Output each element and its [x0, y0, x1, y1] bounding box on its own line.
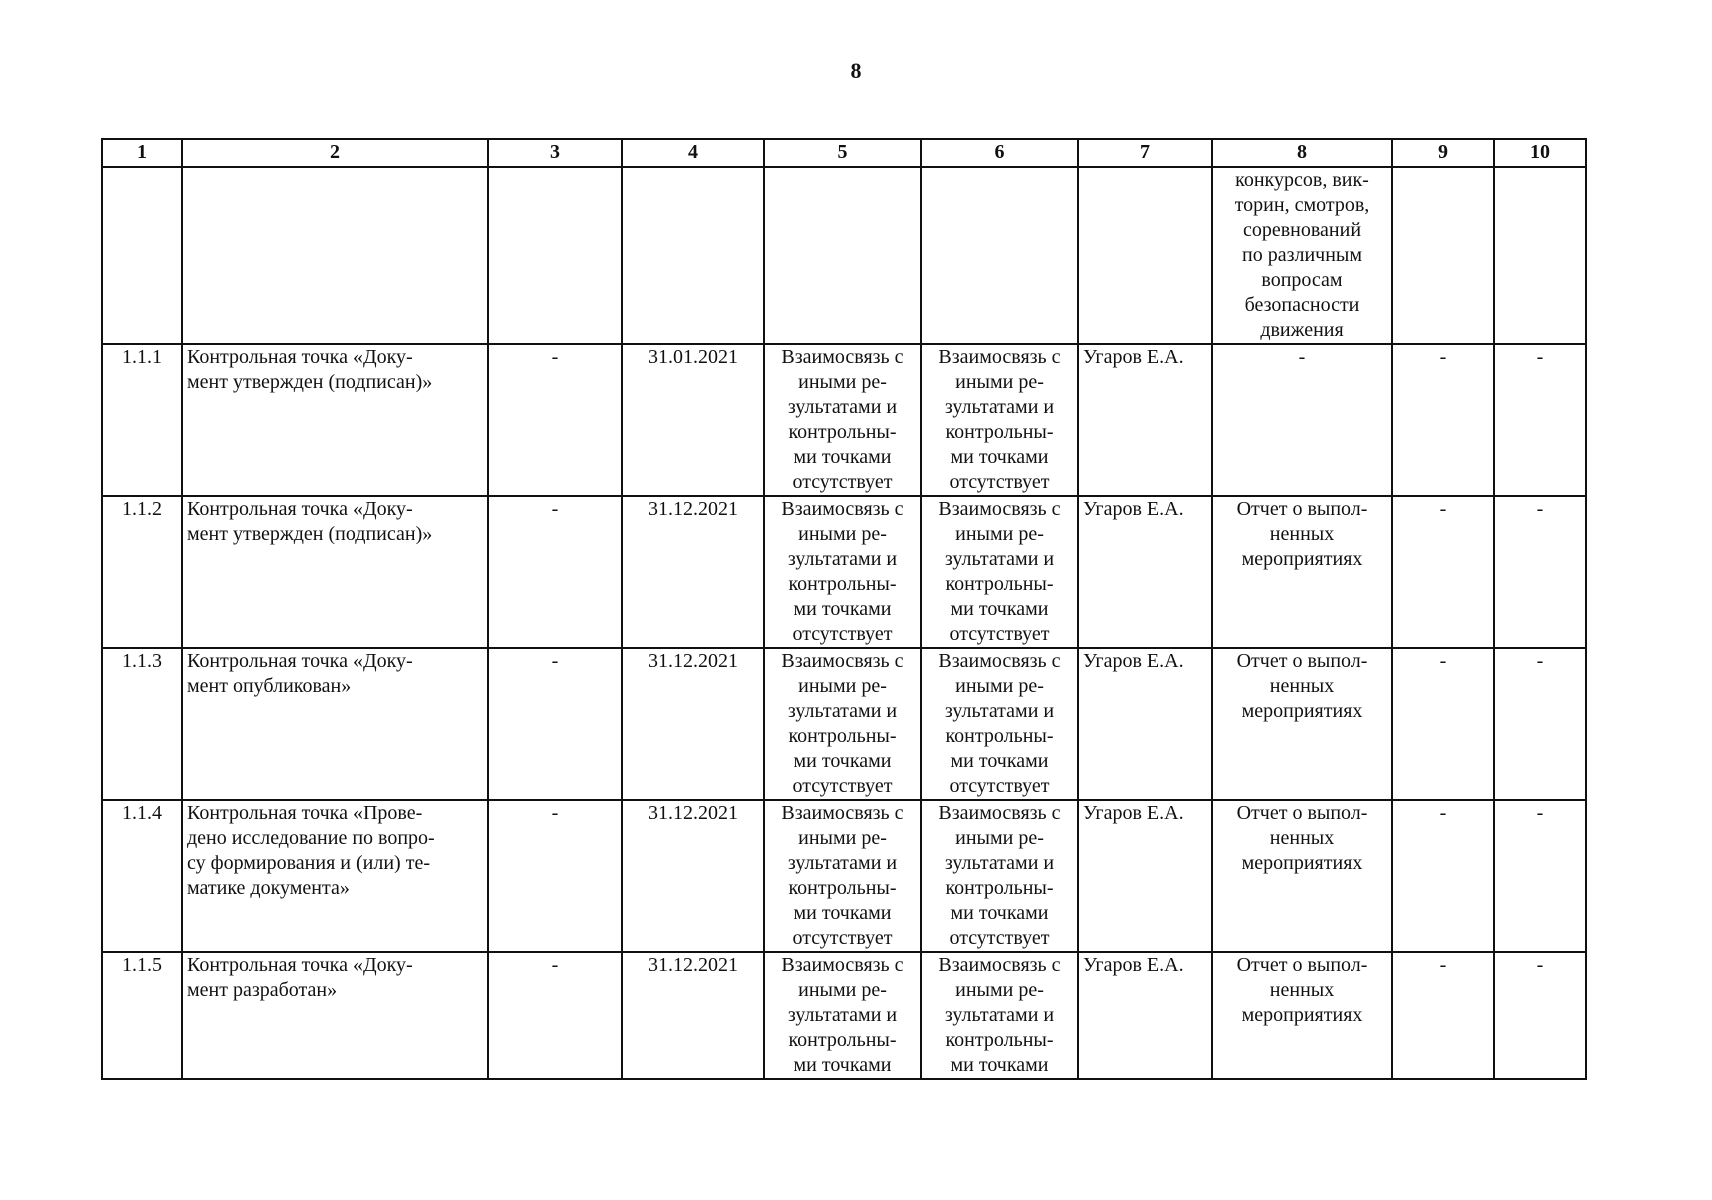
responsible-person: Угаров Е.А. [1078, 496, 1212, 648]
responsible-person: Угаров Е.А. [1078, 648, 1212, 800]
row-number: 1.1.4 [102, 800, 182, 952]
column-header-2: 2 [182, 139, 488, 167]
column-6-value [921, 167, 1078, 344]
column-header-10: 10 [1494, 139, 1586, 167]
column-3-value: - [488, 496, 622, 648]
column-6-value: Взаимосвязь с иными ре- зультатами и контрольны- ми точками [921, 952, 1078, 1079]
table-row [102, 648, 1586, 800]
control-point-name: Контрольная точка «Доку- мент утвержден (подписан)» [182, 496, 488, 648]
responsible-person: Угаров Е.А. [1078, 800, 1212, 952]
column-3-value: - [488, 800, 622, 952]
responsible-person: Угаров Е.А. [1078, 952, 1212, 1079]
column-6-value: Взаимосвязь с иными ре- зультатами и контрольны- ми точками отсутствует [921, 344, 1078, 496]
deadline-date: 31.12.2021 [622, 952, 764, 1079]
row-number: 1.1.5 [102, 952, 182, 1079]
control-point-name: Контрольная точка «Доку- мент опубликован» [182, 648, 488, 800]
table-row [102, 952, 1586, 1079]
column-9-value: - [1392, 344, 1494, 496]
deadline-date: 31.12.2021 [622, 800, 764, 952]
responsible-person: Угаров Е.А. [1078, 344, 1212, 496]
column-8-value: Отчет о выпол- ненных мероприятиях [1212, 952, 1392, 1079]
deadline-date: 31.01.2021 [622, 344, 764, 496]
control-point-name: Контрольная точка «Доку- мент разработан» [182, 952, 488, 1079]
row-number: 1.1.2 [102, 496, 182, 648]
column-5-value: Взаимосвязь с иными ре- зультатами и контрольны- ми точками отсутствует [764, 496, 921, 648]
column-6-value: Взаимосвязь с иными ре- зультатами и контрольны- ми точками отсутствует [921, 800, 1078, 952]
column-8-value: Отчет о выпол- ненных мероприятиях [1212, 496, 1392, 648]
column-5-value: Взаимосвязь с иными ре- зультатами и контрольны- ми точками отсутствует [764, 800, 921, 952]
column-9-value: - [1392, 952, 1494, 1079]
control-point-name: Контрольная точка «Доку- мент утвержден (подписан)» [182, 344, 488, 496]
column-9-value: - [1392, 496, 1494, 648]
control-points-table [101, 138, 1587, 1080]
table-row [102, 167, 1586, 344]
column-5-value: Взаимосвязь с иными ре- зультатами и контрольны- ми точками отсутствует [764, 344, 921, 496]
column-10-value: - [1494, 496, 1586, 648]
column-3-value [488, 167, 622, 344]
row-number: 1.1.1 [102, 344, 182, 496]
deadline-date: 31.12.2021 [622, 496, 764, 648]
row-number [102, 167, 182, 344]
column-header-3: 3 [488, 139, 622, 167]
column-5-value [764, 167, 921, 344]
table-row [102, 800, 1586, 952]
column-8-value: Отчет о выпол- ненных мероприятиях [1212, 648, 1392, 800]
table-row [102, 344, 1586, 496]
column-3-value: - [488, 344, 622, 496]
column-10-value: - [1494, 800, 1586, 952]
column-header-5: 5 [764, 139, 921, 167]
column-6-value: Взаимосвязь с иными ре- зультатами и контрольны- ми точками отсутствует [921, 496, 1078, 648]
column-header-8: 8 [1212, 139, 1392, 167]
deadline-date: 31.12.2021 [622, 648, 764, 800]
column-8-value: - [1212, 344, 1392, 496]
column-10-value: - [1494, 952, 1586, 1079]
column-6-value: Взаимосвязь с иными ре- зультатами и контрольны- ми точками отсутствует [921, 648, 1078, 800]
column-5-value: Взаимосвязь с иными ре- зультатами и контрольны- ми точками отсутствует [764, 648, 921, 800]
column-header-4: 4 [622, 139, 764, 167]
column-9-value [1392, 167, 1494, 344]
column-3-value: - [488, 952, 622, 1079]
responsible-person [1078, 167, 1212, 344]
column-3-value: - [488, 648, 622, 800]
column-header-9: 9 [1392, 139, 1494, 167]
deadline-date [622, 167, 764, 344]
column-header-6: 6 [921, 139, 1078, 167]
column-header-7: 7 [1078, 139, 1212, 167]
column-number-header-row [102, 139, 1586, 167]
table-row [102, 496, 1586, 648]
page-number: 8 [850, 58, 862, 83]
column-8-value: конкурсов, вик- торин, смотров, соревнований по различным вопросам безопасности движения [1212, 167, 1392, 344]
column-10-value [1494, 167, 1586, 344]
column-9-value: - [1392, 648, 1494, 800]
row-number: 1.1.3 [102, 648, 182, 800]
column-header-1: 1 [102, 139, 182, 167]
control-point-name [182, 167, 488, 344]
column-10-value: - [1494, 648, 1586, 800]
column-8-value: Отчет о выпол- ненных мероприятиях [1212, 800, 1392, 952]
column-10-value: - [1494, 344, 1586, 496]
column-9-value: - [1392, 800, 1494, 952]
column-5-value: Взаимосвязь с иными ре- зультатами и контрольны- ми точками [764, 952, 921, 1079]
control-point-name: Контрольная точка «Прове- дено исследование по вопро- су формирования и (или) те- матике документа» [182, 800, 488, 952]
